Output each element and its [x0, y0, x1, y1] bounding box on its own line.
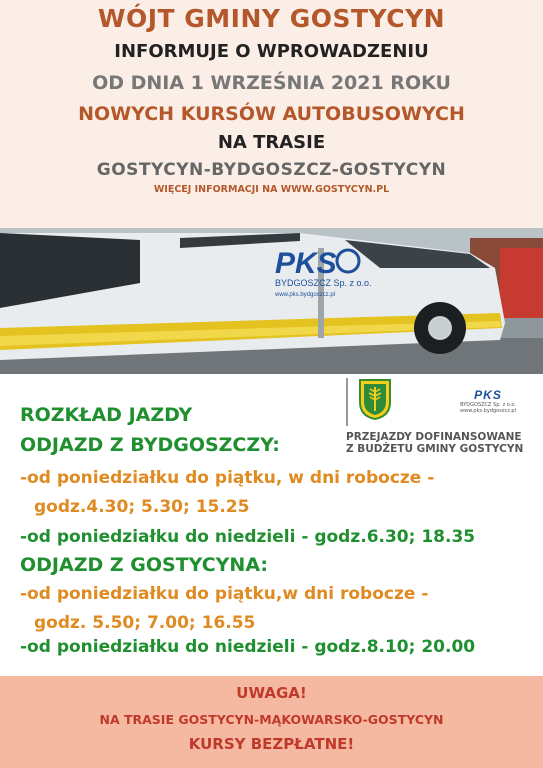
gostycyn-weekdays: -od poniedziałku do piątku,w dni robocze - [20, 584, 429, 604]
notice-footer [0, 676, 543, 768]
pks-logo-sub: BYDGOSZCZ Sp. z o.o. [460, 402, 516, 408]
free-rides-label: KURSY BEZPŁATNE! [188, 735, 355, 753]
bus-illustration [0, 228, 543, 374]
logos-panel [346, 376, 543, 466]
announcement-line: INFORMUJE O WPROWADZENIU [114, 41, 429, 62]
pks-logo-text: PKS [474, 388, 502, 402]
departure-gostycyn-heading: ODJAZD Z GOSTYCYNA: [20, 554, 268, 576]
free-route-note: NA TRASIE GOSTYCYN-MĄKOWARSKO-GOSTYCYN [99, 712, 444, 727]
announcement-line: NA TRASIE [217, 132, 326, 153]
gostycyn-coat-of-arms-icon [358, 378, 392, 420]
bus-company-text: BYDGOSZCZ Sp. z o.o. [275, 278, 372, 288]
gostycyn-weekdays-times: godz. 5.50; 7.00; 16.55 [34, 613, 256, 633]
funding-line-2: Z BUDŻETU GMINY GOSTYCYN [346, 443, 524, 455]
divider [346, 378, 348, 426]
bus-url-text: www.pks.bydgoszcz.pl [275, 292, 336, 298]
pks-logo-url: www.pks.bydgoszcz.pl [460, 408, 516, 414]
announcement-date: OD DNIA 1 WRZEŚNIA 2021 ROKU [92, 72, 451, 94]
warning-label: UWAGA! [236, 684, 307, 702]
pks-logo [458, 388, 518, 418]
bus-photo [0, 228, 543, 374]
funding-line-1: PRZEJAZDY DOFINANSOWANE [346, 431, 522, 443]
page-title: WÓJT GMINY GOSTYCYN [97, 4, 446, 33]
route-name: GOSTYCYN-BYDGOSZCZ-GOSTYCYN [96, 160, 447, 180]
funding-note [346, 431, 523, 455]
bydgoszcz-all-week: -od poniedziałku do niedzieli - godz.6.30; 18.35 [20, 527, 476, 547]
announcement-header [0, 0, 543, 228]
schedule-heading: ROZKŁAD JAZDY [20, 404, 193, 426]
gostycyn-all-week: -od poniedziałku do niedzieli - godz.8.10; 20.00 [20, 637, 476, 657]
more-info-link[interactable]: WIĘCEJ INFORMACJI NA WWW.GOSTYCYN.PL [153, 184, 390, 195]
departure-bydgoszcz-heading: ODJAZD Z BYDGOSZCZY: [20, 434, 280, 456]
bydgoszcz-weekdays-times: godz.4.30; 5.30; 15.25 [34, 497, 250, 517]
bydgoszcz-weekdays: -od poniedziałku do piątku, w dni robocze - [20, 468, 435, 488]
announcement-line: NOWYCH KURSÓW AUTOBUSOWYCH [78, 103, 465, 125]
bus-pks-text: PKS [275, 247, 337, 280]
